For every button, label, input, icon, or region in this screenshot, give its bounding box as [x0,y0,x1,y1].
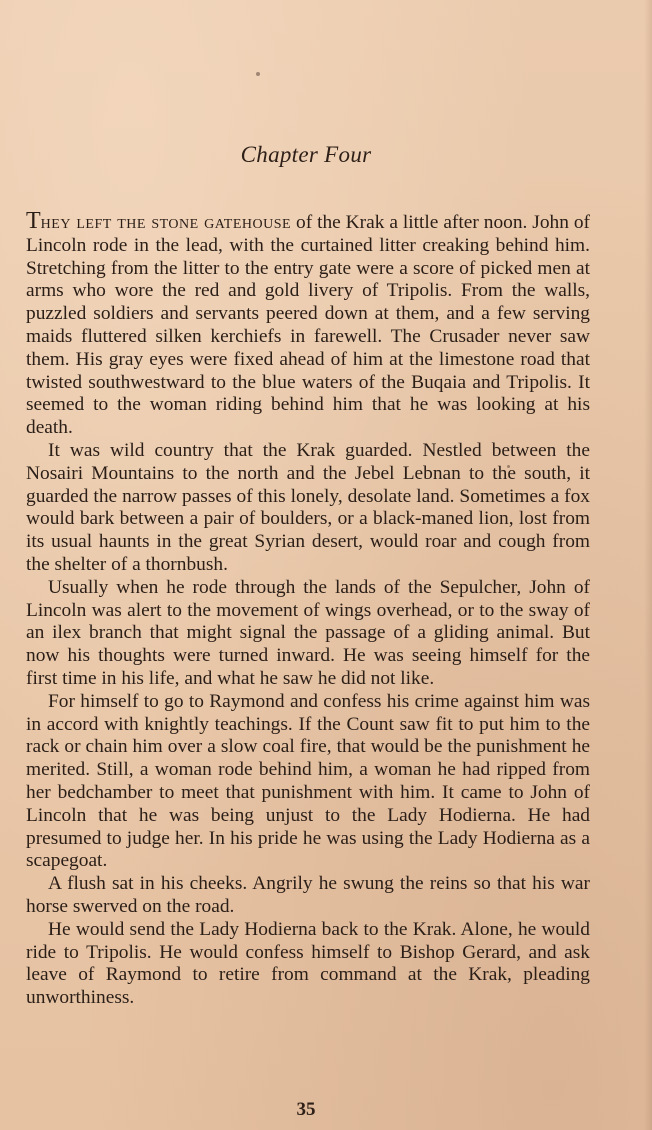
chapter-body [26,210,590,1010]
chapter-title: Chapter Four [240,142,372,167]
body-paragraph: For himself to go to Raymond and confess his crime against him was in accord with knightly teachings. If the Count saw fit to put him to the rack or chain him over a slow coal fire, that would be the punishment he merited. Still, a woman rode behind him, a woman he had ripped from her bedchamber to meet that punishment with him. It came to John of Lincoln that he was being unjust to the Lady Hodierna. He had presumed to judge her. In his pride he was using the Lady Hodierna as a scapegoat. [26,690,590,872]
body-paragraph: He would send the Lady Hodierna back to the Krak. Alone, he would ride to Tripolis. He would confess himself to Bishop Gerard, and ask leave of Raymond to retire from command at the Krak, pleading unworthiness. [26,918,590,1009]
ink-speck [256,72,260,76]
body-paragraph: Usually when he rode through the lands of the Sepulcher, John of Lincoln was alert to the movement of wings overhead, or to the sway of an ilex branch that might signal the passage of a gliding animal. But now his thoughts were turned inward. He was seeing himself for the first time in his life, and what he saw he did not like. [26,576,590,689]
page-edge-shadow [644,0,652,1130]
opening-text: of the Krak a little after noon. John of Lincoln rode in the lead, with the curtained litter creaking behind him. Stretching from the litter to the entry gate were a score of picked men at arms who wore the red and gold livery of Tripolis. From the walls, puzzled soldiers and servants peered down at them, and a few serving maids fluttered silken kerchiefs in farewell. The Crusader never saw them. His gray eyes were fixed ahead of him at the limestone road that twisted southwestward to the blue waters of the Buqaia and Tripolis. It seemed to the woman riding behind him that he was looking at his death. [26,212,591,439]
opening-paragraph [26,210,590,440]
page-number: 35 [296,1099,316,1120]
body-paragraph: A flush sat in his cheeks. Angrily he swung the reins so that his war horse swerved on the road. [26,873,590,917]
body-paragraph: It was wild country that the Krak guarded. Nestled between the Nosairi Mountains to the north and the Jebel Lebnan to the south, it guarded the narrow passes of this lonely, desolate land. Sometimes a fox would bark between a pair of boulders, or a black-maned lion, lost from its usual haunts in the great Syrian desert, would roar and cough from the shelter of a thornbush. [26,439,590,575]
drop-cap: T [26,208,41,234]
opening-small-caps: hey left the stone gatehouse [40,212,292,233]
